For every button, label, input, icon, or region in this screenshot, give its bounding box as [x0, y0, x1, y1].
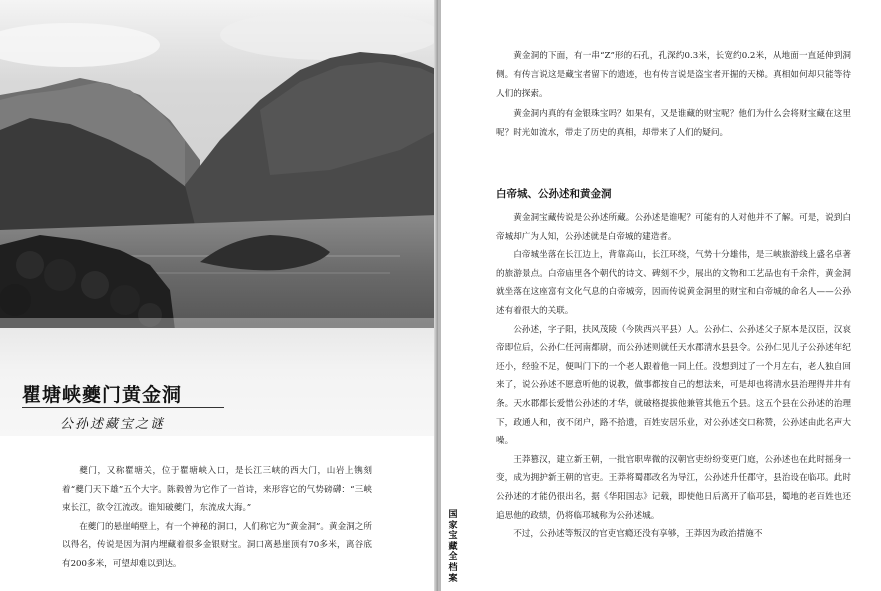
body-paragraph-2: 白帝城坐落在长江边上，背靠高山，长江环绕，气势十分雄伟，是三峡旅游线上盛名卓著的旅游景点。白帝庙里各个朝代的诗文、碑刻不少，展出的文物和工艺品也有千余件，黄金洞就坐落在这座富有文化气息的白帝城旁，因而传说黄金洞里的财宝和白帝城的命名人——公孙述有着很大的关联。	[496, 250, 851, 316]
article-subtitle: 公孙述藏宝之谜	[60, 417, 166, 432]
body-paragraph-5: 不过，公孙述等叛汉的官吏官瘾还没有享够，王莽因为政治措施不	[513, 529, 763, 540]
left-paragraph-1: 夔门，又称瞿塘关，位于瞿塘峡入口，是长江三峡的西大门，山岩上镌刻着“夔门天下雄”五个大字。陈毅曾为它作了一首诗，来形容它的气势磅礴：“三峡束长江，欲令江流改。谁知破夔门，东流成大海。”	[62, 466, 372, 514]
article-title: 瞿塘峡夔门黄金洞	[22, 384, 183, 406]
left-page	[0, 0, 438, 591]
right-intro-text	[496, 47, 851, 143]
gorge-photo	[0, 0, 438, 330]
section-heading: 白帝城、公孙述和黄金洞	[496, 188, 612, 200]
intro-paragraph-1: 黄金洞的下面，有一串“Z”形的石孔，孔深约0.3米，长宽约0.2米，从地面一直延伸到洞侧。有传言说这是藏宝者留下的遗迹，也有传言说是盗宝者开掘的天梯。真相如何却只能等待人们的探索。	[496, 51, 851, 100]
body-paragraph-1: 黄金洞宝藏传说是公孙述所藏。公孙述是谁呢？可能有的人对他并不了解。可是，说到白帝城却广为人知，公孙述就是白帝城的建造者。	[496, 213, 851, 242]
body-paragraph-3: 公孙述，字子阳，扶风茂陵（今陕西兴平县）人。公孙仁、公孙述父子原本是汉臣，汉哀帝即位后，公孙仁任河南都尉，而公孙述则就任天水郡清水县县令。公孙仁见儿子公孙述年纪还小，经验不足，便叫门下的一个老人跟着他一同上任。没想到过了一个月左右，老人独自回来了，说公孙述不愿意听他的说教，做事都按自己的想法来，可是却也将清水县治理得井井有条。天水郡都长爱惜公孙述的才华，就破格提拔他兼管其他五个县。这五个县在公孙述的治理下，政通人和，夜不闭户，路不拾遗，百姓安居乐业，对公孙述交口称赞，公孙述由此名声大噪。	[496, 324, 851, 447]
left-paragraph-2: 在夔门的悬崖峭壁上，有一个神秘的洞口，人们称它为“黄金洞”。黄金洞之所以得名，传说是因为洞内埋藏着很多金银财宝。洞口离悬崖顶有70多米，离谷底有200多米，可望却难以到达。	[62, 521, 372, 569]
body-paragraph-4: 王莽篡汉，建立新王朝，一批官职卑微的汉朝官吏纷纷变更门庭，公孙述也在此时摇身一变，成为拥护新王朝的官吏。王莽将蜀郡改名为导江，公孙述升任郡守，县治设在临邛。此时公孙述的才能仍很出名，据《华阳国志》记载，即使他日后离开了临邛县，蜀地的老百姓也还追思他的政绩，仍将临邛城称为公孙述城。	[496, 454, 851, 521]
right-body-text	[496, 209, 851, 544]
title-divider	[22, 407, 224, 408]
intro-paragraph-2: 黄金洞内真的有金银珠宝吗？如果有，又是谁藏的财宝呢？他们为什么会将财宝藏在这里呢？时光如流水，带走了历史的真相，却带来了人们的疑问。	[496, 108, 851, 138]
right-page	[441, 0, 881, 591]
left-page-text	[62, 462, 372, 574]
book-series-label: 国家宝藏全档案	[448, 510, 458, 584]
